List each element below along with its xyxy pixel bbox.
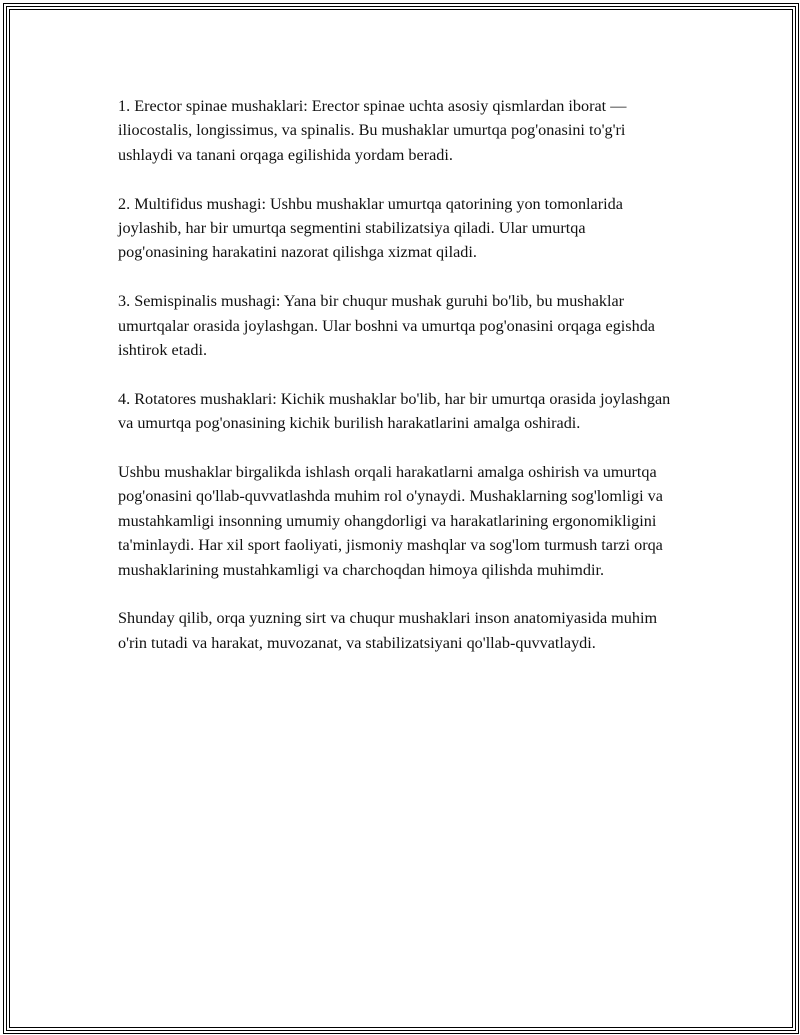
paragraph-semispinalis: 3. Semispinalis mushagi: Yana bir chuqur mushak guruhi bo'lib, bu mushaklar umurtqalar orasida joylashgan. Ular boshni va umurtqa pog'onasini orqaga egishda ishtirok etadi. [118, 292, 655, 360]
document-body [118, 94, 678, 680]
paragraph-rotatores: 4. Rotatores mushaklari: Kichik mushaklar bo'lib, har bir umurtqa orasida joylashgan va umurtqa pog'onasining kichik burilish harakatlarini amalga oshiradi. [118, 389, 671, 433]
paragraph-summary: Ushbu mushaklar birgalikda ishlash orqali harakatlarni amalga oshirish va umurtqa pog'onasini qo'llab-quvvatlashda muhim rol o'ynaydi. Mushaklarning sog'lomligi va mustahkamligi insonning umumiy ohangdorligi va harakatlarining ergonomikligini ta'minlaydi. Har xil sport faoliyati, jismoniy mashqlar va sog'lom turmush tarzi orqa mushaklarining mustahkamligi va charchoqdan himoya qilishda muhimdir. [118, 463, 663, 579]
paragraph-conclusion: Shunday qilib, orqa yuzning sirt va chuqur mushaklari inson anatomiyasida muhim o'rin tutadi va harakat, muvozanat, va stabilizatsiyani qo'llab-quvvatlaydi. [118, 609, 658, 652]
paragraph-erector-spinae: 1. Erector spinae mushaklari: Erector spinae uchta asosiy qismlardan iborat — iliocostalis, longissimus, va spinalis. Bu mushaklar umurtqa pog'onasini to'g'ri ushlaydi va tanani orqaga egilishida yordam beradi. [118, 97, 627, 164]
paragraph-multifidus: 2. Multifidus mushagi: Ushbu mushaklar umurtqa qatorining yon tomonlarida joylashib, har bir umurtqa segmentini stabilizatsiya qiladi. Ular umurtqa pog'onasining harakatini nazorat qilishga xizmat qiladi. [118, 194, 623, 262]
